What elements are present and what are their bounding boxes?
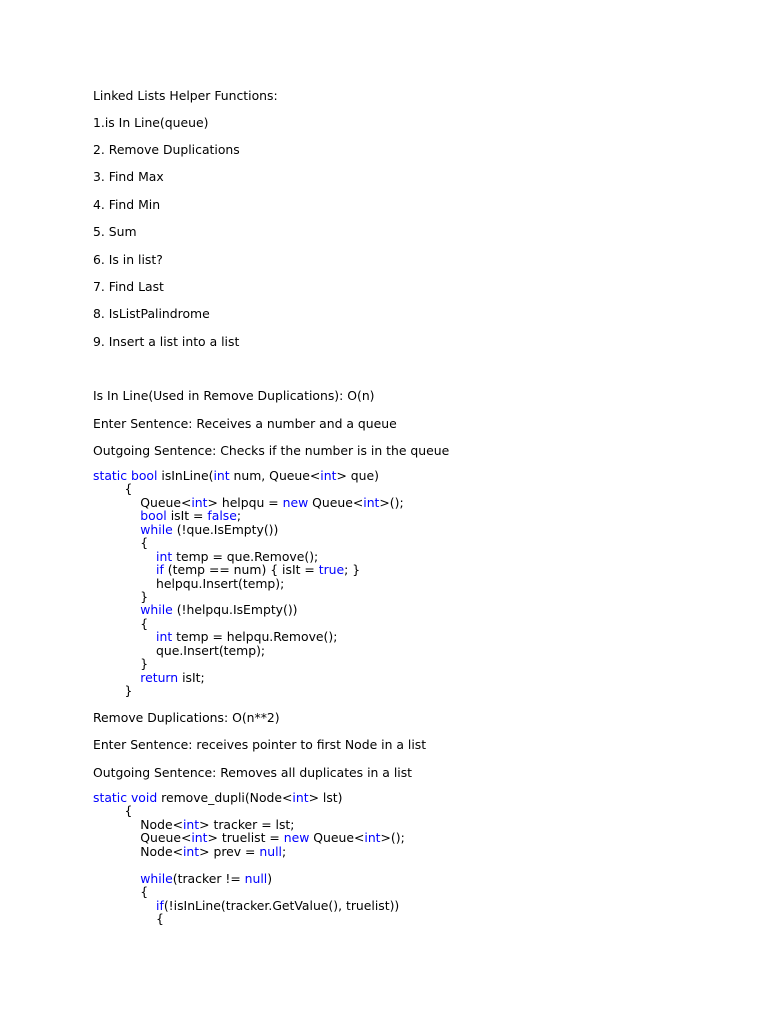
code-text: helpqu.Insert(temp); bbox=[93, 575, 285, 591]
code-keyword: int bbox=[363, 494, 380, 510]
code-text: >(); bbox=[380, 830, 405, 846]
code-text: (!isInLine(tracker.GetValue(), truelist)) bbox=[163, 897, 400, 913]
code-text: { bbox=[93, 910, 164, 926]
code-text: > lst) bbox=[308, 790, 343, 805]
list-item: 5. Sum bbox=[93, 224, 137, 239]
code-text: { bbox=[93, 481, 133, 497]
code-line bbox=[93, 818, 405, 831]
code-text: ; } bbox=[344, 562, 361, 578]
list-item: 4. Find Min bbox=[93, 197, 161, 212]
code-text: ; bbox=[236, 508, 242, 524]
code-keyword: bool bbox=[140, 508, 167, 524]
code-text: ; bbox=[281, 843, 287, 859]
code-line bbox=[93, 831, 405, 844]
code-keyword: if bbox=[156, 897, 164, 913]
code-text: { bbox=[93, 884, 149, 900]
code-text: > prev = bbox=[199, 843, 260, 859]
code-keyword: static void bbox=[93, 790, 158, 805]
code-line bbox=[93, 899, 405, 912]
code-text: (tracker != bbox=[172, 870, 245, 886]
code-keyword: while bbox=[140, 602, 173, 618]
code-line bbox=[93, 482, 404, 495]
code-text: isIt = bbox=[166, 508, 208, 524]
code-keyword: int bbox=[182, 843, 200, 859]
code-keyword: while bbox=[140, 870, 173, 886]
list-item: 2. Remove Duplications bbox=[93, 142, 240, 157]
list-item: 6. Is in list? bbox=[93, 252, 163, 267]
code-line bbox=[93, 509, 404, 522]
code-keyword: int bbox=[213, 468, 230, 483]
code-text: que.Insert(temp); bbox=[93, 642, 266, 658]
code-keyword: int bbox=[156, 548, 173, 564]
code-text: { bbox=[93, 615, 149, 631]
code-line bbox=[93, 671, 404, 684]
section2-title: Remove Duplications: O(n**2) bbox=[93, 710, 280, 725]
code-keyword: null bbox=[259, 843, 282, 859]
code-text: isInLine( bbox=[157, 468, 214, 483]
code-text: temp = helpqu.Remove(); bbox=[172, 629, 338, 645]
code-line bbox=[93, 872, 405, 885]
code-text: (temp == num) { isIt = bbox=[163, 562, 319, 578]
code-keyword: true bbox=[318, 562, 345, 578]
code-text: } bbox=[93, 588, 149, 604]
section2-outgoing-sentence: Outgoing Sentence: Removes all duplicates in a list bbox=[93, 765, 413, 780]
code-line bbox=[93, 590, 404, 603]
code-line bbox=[93, 644, 404, 657]
code-line bbox=[93, 657, 404, 670]
code-keyword: static bool bbox=[93, 468, 158, 483]
code-line bbox=[93, 885, 405, 898]
code-text: num, Queue< bbox=[229, 468, 321, 483]
code-text: (!helpqu.IsEmpty()) bbox=[172, 602, 298, 618]
section1-title: Is In Line(Used in Remove Duplications): O(n) bbox=[93, 388, 375, 403]
code-line bbox=[93, 523, 404, 536]
code-line bbox=[93, 858, 405, 871]
code-text: >(); bbox=[379, 494, 404, 510]
code-line bbox=[93, 845, 405, 858]
code-text: Queue< bbox=[308, 494, 364, 510]
code-text: > helpqu = bbox=[207, 494, 283, 510]
code-keyword: int bbox=[191, 494, 208, 510]
document-heading: Linked Lists Helper Functions: bbox=[93, 88, 278, 103]
code-line bbox=[93, 550, 404, 563]
section1-enter-sentence: Enter Sentence: Receives a number and a queue bbox=[93, 416, 397, 431]
list-item: 9. Insert a list into a list bbox=[93, 334, 240, 349]
code-text: Queue< bbox=[93, 830, 192, 846]
code-text: > tracker = lst; bbox=[199, 816, 295, 832]
code-text: remove_dupli(Node< bbox=[157, 790, 293, 805]
code-keyword: new bbox=[283, 830, 310, 846]
list-item: 8. IsListPalindrome bbox=[93, 306, 210, 321]
code-keyword: if bbox=[156, 562, 164, 578]
section1-outgoing-sentence: Outgoing Sentence: Checks if the number is in the queue bbox=[93, 443, 450, 458]
code-line bbox=[93, 912, 405, 925]
code-text: } bbox=[93, 683, 133, 698]
code-line bbox=[93, 630, 404, 643]
code-keyword: int bbox=[191, 830, 208, 846]
code-text: Queue< bbox=[93, 494, 192, 510]
code-text: { bbox=[93, 803, 133, 819]
code-text: Node< bbox=[93, 843, 183, 859]
code-line bbox=[93, 563, 404, 576]
code-keyword: int bbox=[364, 830, 381, 846]
list-item: 1.is In Line(queue) bbox=[93, 115, 209, 130]
code-keyword: new bbox=[282, 494, 309, 510]
code-line bbox=[93, 684, 404, 697]
code-keyword: while bbox=[140, 521, 173, 537]
code-line bbox=[93, 617, 404, 630]
code-text: > que) bbox=[336, 468, 379, 483]
code-line bbox=[93, 603, 404, 616]
code-text: (!que.IsEmpty()) bbox=[172, 521, 279, 537]
code-keyword: int bbox=[292, 790, 309, 805]
section2-code-block bbox=[93, 791, 405, 925]
code-text: Queue< bbox=[309, 830, 365, 846]
code-text: isIt; bbox=[178, 669, 205, 685]
code-line bbox=[93, 496, 404, 509]
code-keyword: int bbox=[182, 816, 200, 832]
section2-enter-sentence: Enter Sentence: receives pointer to first Node in a list bbox=[93, 737, 427, 752]
code-line bbox=[93, 577, 404, 590]
code-text: } bbox=[93, 656, 149, 672]
code-line bbox=[93, 791, 405, 804]
code-text: Node< bbox=[93, 816, 183, 832]
section1-code-block bbox=[93, 469, 404, 697]
code-text: ) bbox=[267, 870, 273, 886]
code-keyword: null bbox=[244, 870, 268, 886]
code-keyword: false bbox=[207, 508, 237, 524]
list-item: 7. Find Last bbox=[93, 279, 164, 294]
list-item: 3. Find Max bbox=[93, 169, 164, 184]
code-line bbox=[93, 536, 404, 549]
code-keyword: return bbox=[140, 669, 179, 685]
code-text: > truelist = bbox=[207, 830, 284, 846]
code-text: { bbox=[93, 535, 149, 551]
code-line bbox=[93, 469, 404, 482]
code-line bbox=[93, 804, 405, 817]
code-keyword: int bbox=[156, 629, 173, 645]
code-text: temp = que.Remove(); bbox=[172, 548, 319, 564]
code-keyword: int bbox=[320, 468, 337, 483]
